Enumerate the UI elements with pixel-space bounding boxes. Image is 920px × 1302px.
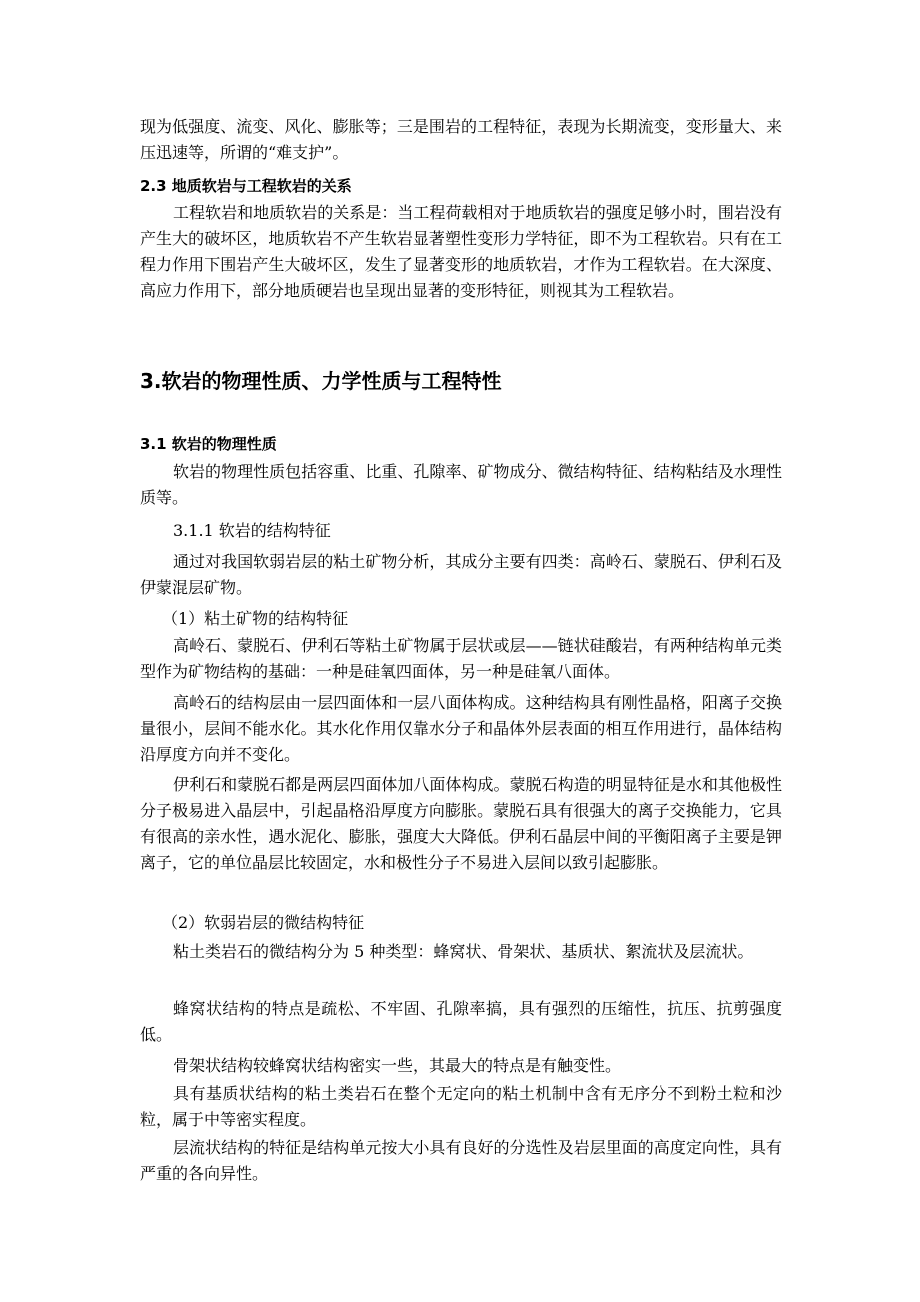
section-heading-3-1: 3.1 软岩的物理性质 xyxy=(140,435,277,453)
section-heading-2-3: 2.3 地质软岩与工程软岩的关系 xyxy=(140,177,352,195)
item-2-paragraph-b: 蜂窝状结构的特点是疏松、不牢固、孔隙率搞，具有强烈的压缩性，抗压、抗剪强度低。 xyxy=(140,999,782,1044)
item-heading-2: （2）软弱岩层的微结构特征 xyxy=(162,913,365,932)
section-3-1-paragraph: 软岩的物理性质包括容重、比重、孔隙率、矿物成分、微结构特征、结构粘结及水理性质等。 xyxy=(140,462,782,507)
item-2-paragraph-a: 粘土类岩石的微结构分为 5 种类型：蜂窝状、骨架状、基质状、絮流状及层流状。 xyxy=(173,942,754,961)
item-2-paragraph-d: 具有基质状结构的粘土类岩石在整个无定向的粘土机制中含有无序分不到粉土粒和沙粒，属于中等密实程度。 xyxy=(140,1084,782,1129)
item-1-paragraph-b: 高岭石的结构层由一层四面体和一层八面体构成。这种结构具有刚性晶格，阳离子交换量很小，层间不能水化。其水化作用仅靠水分子和晶体外层表面的相互作用进行，晶体结构沿厚度方向并不变化。 xyxy=(140,693,782,764)
item-2-paragraph-e: 层流状结构的特征是结构单元按大小具有良好的分选性及岩层里面的高度定向性，具有严重的各向异性。 xyxy=(140,1138,782,1183)
item-1-paragraph-c: 伊利石和蒙脱石都是两层四面体加八面体构成。蒙脱石构造的明显特征是水和其他极性分子极易进入晶层中，引起晶格沿厚度方向膨胀。蒙脱石具有很强大的离子交换能力，它具有很高的亲水性，遇水泥化、膨胀，强度大大降低。伊利石晶层中间的平衡阳离子主要是钾离子，它的单位晶层比较固定，水和极性分子不易进入层间以致引起膨胀。 xyxy=(140,775,782,872)
chapter-heading-3: 3.软岩的物理性质、力学性质与工程特性 xyxy=(140,369,502,393)
section-2-3-paragraph: 工程软岩和地质软岩的关系是：当工程荷载相对于地质软岩的强度足够小时，围岩没有产生大的破坏区，地质软岩不产生软岩显著塑性变形力学特征，即不为工程软岩。只有在工程力作用下围岩产生大破坏区，发生了显著变形的地质软岩，才作为工程软岩。在大深度、高应力作用下，部分地质硬岩也呈现出显著的变形特征，则视其为工程软岩。 xyxy=(140,203,782,300)
subsection-3-1-1-paragraph: 通过对我国软弱岩层的粘土矿物分析，其成分主要有四类：高岭石、蒙脱石、伊利石及伊蒙混层矿物。 xyxy=(140,552,782,597)
subsection-heading-3-1-1: 3.1.1 软岩的结构特征 xyxy=(173,521,331,540)
intro-paragraph: 现为低强度、流变、风化、膨胀等；三是围岩的工程特征，表现为长期流变，变形量大、来压迅速等，所谓的“难支护”。 xyxy=(140,117,782,162)
item-1-paragraph-a: 高岭石、蒙脱石、伊利石等粘土矿物属于层状或层——链状硅酸岩，有两种结构单元类型作为矿物结构的基础：一种是硅氧四面体，另一种是硅氧八面体。 xyxy=(140,636,782,681)
item-heading-1: （1）粘土矿物的结构特征 xyxy=(162,609,349,628)
item-2-paragraph-c: 骨架状结构较蜂窝状结构密实一些，其最大的特点是有触变性。 xyxy=(173,1056,622,1075)
